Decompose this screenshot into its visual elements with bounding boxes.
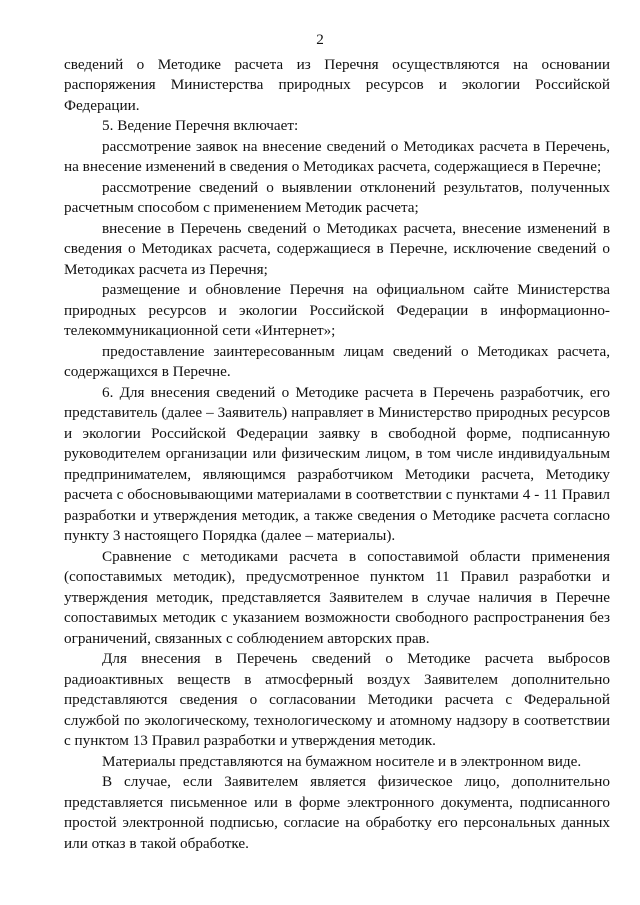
- page-number: 2: [316, 31, 324, 48]
- paragraph-subitem: рассмотрение сведений о выявлении отклонений результатов, полученных расчетным способом с применением Методик расчета;: [64, 178, 610, 216]
- paragraph-radioactive: Для внесения в Перечень сведений о Методике расчета выбросов радиоактивных веществ в атмосферный воздух Заявителем дополнительно представляются сведения о согласовании Методики расчета с Федеральной службой по экологическому, технологическому и атомному надзору в соответствии с пунктом 13 Правил разработки и утверждения методик.: [64, 650, 610, 749]
- paragraph-subitem: размещение и обновление Перечня на официальном сайте Министерства природных ресурсов и экологии Российской Федерации в информационно-телекоммуникационной сети «Интернет»;: [64, 281, 610, 339]
- paragraph-comparison: Сравнение с методиками расчета в сопоставимой области применения (сопоставимых методик), предусмотренное пунктом 11 Правил разработки и утверждения методик, представляется Заявителем в случае наличия в Перечне сопоставимых методик с указанием возможности свободного распространения без ограничений, связанных с соблюдением авторских прав.: [64, 547, 610, 647]
- paragraph-continuation: сведений о Методике расчета из Перечня осуществляются на основании распоряжения Министерства природных ресурсов и экологии Российской Федерации.: [64, 55, 610, 114]
- paragraph-subitem: рассмотрение заявок на внесение сведений о Методиках расчета в Перечень, на внесение изменений в сведения о Методиках расчета, содержащиеся в Перечне;: [64, 137, 610, 175]
- paragraph-subitem: предоставление заинтересованным лицам сведений о Методиках расчета, содержащихся в Перечне.: [64, 342, 610, 380]
- paragraph-item-6: 6. Для внесения сведений о Методике расчета в Перечень разработчик, его представитель (далее – Заявитель) направляет в Министерство природных ресурсов и экологии Российской Федерации заявку в свободной форме, подписанную руководителем организации или физическим лицом, в том числе индивидуальным предпринимателем, являющимся разработчиком Методики расчета, Методику расчета с обосновывающими материалами в соответствии с пунктами 4 - 11 Правил разработки и утверждения методик, а также сведения о Методике расчета согласно пункту 3 настоящего Порядка (далее – материалы).: [64, 383, 610, 544]
- paragraph-materials: Материалы представляются на бумажном носителе и в электронном виде.: [102, 752, 582, 770]
- paragraph-subitem: внесение в Перечень сведений о Методиках расчета, внесение изменений в сведения о Методиках расчета, содержащиеся в Перечне, исключение сведений о Методиках расчета из Перечня;: [64, 219, 610, 278]
- paragraph-individual: В случае, если Заявителем является физическое лицо, дополнительно представляется письменное или в форме электронного документа, подписанного простой электронной подписью, согласие на обработку его персональных данных или отказ в такой обработке.: [64, 773, 610, 852]
- paragraph-item-5: 5. Ведение Перечня включает:: [102, 117, 299, 134]
